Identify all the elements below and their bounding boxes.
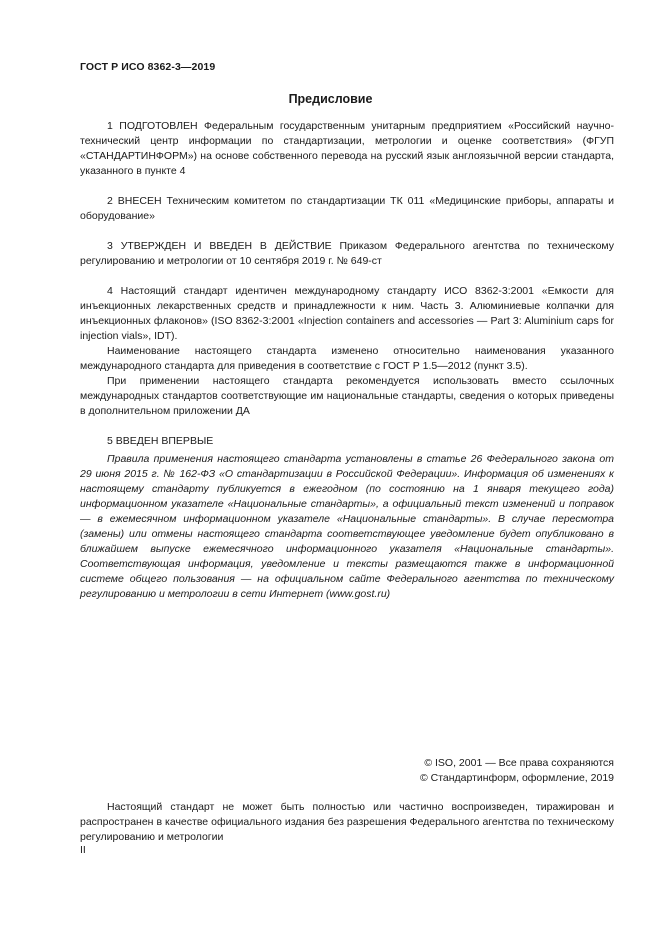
application-rules-notice: Правила применения настоящего стандарта установлены в статье 26 Федерального закона от 29 июня 2015 г. № 162-ФЗ «О стандартизации в Российской Федерации». Информация об изменениях к настоящему стандарту публикуется в ежегодном (по состоянию на 1 января текущего года) информационном указателе «Национальные стандарты», а официальный текст изменений и поправок — в ежемесячном информационном указателе «Национальные стандарты». В случае пересмотра (замены) или отмены настоящего стандарта соответствующее уведомление будет опубликовано в ближайшем выпуске ежемесячного информационного указателя «Национальные стандарты». Соответствующая информация, уведомление и тексты размещаются также в информационной системе общего пользования — на официальном сайте Федерального агентства по техническому регулированию и метрологии в сети Интернет (www.gost.ru) [80, 453, 614, 600]
copyright-iso: © ISO, 2001 — Все права сохраняются [424, 757, 614, 769]
section-3-approved: 3 УТВЕРЖДЕН И ВВЕДЕН В ДЕЙСТВИЕ Приказом Федерального агентства по техническому регулированию и метрологии от 10 сентября 2019 г. № 649-ст [80, 240, 614, 267]
document-id-header: ГОСТ Р ИСО 8362-3—2019 [80, 61, 216, 73]
section-1-prepared: 1 ПОДГОТОВЛЕН Федеральным государственным унитарным предприятием «Российский научно-технический центр информации по стандартизации, метрологии и оценке соответствия» (ФГУП «СТАНДАРТИНФОРМ») на основе собственного перевода на русский язык англоязычной версии стандарта, указанного в пункте 4 [80, 120, 614, 177]
section-4-identical: 4 Настоящий стандарт идентичен международному стандарту ИСО 8362-3:2001 «Емкости для инъекционных лекарственных средств и принадлежности к ним. Часть 3. Алюминиевые колпачки для инъекционных флаконов» (ISO 8362-3:2001 «Injection containers and accessories — Part 3: Aluminium caps for injection vials», IDT). [80, 285, 614, 342]
copyright-standartinform: © Стандартинформ, оформление, 2019 [419, 772, 614, 784]
foreword-body [80, 119, 614, 449]
section-2-submitted: 2 ВНЕСЕН Техническим комитетом по стандартизации ТК 011 «Медицинские приборы, аппараты и оборудование» [80, 195, 614, 222]
section-4-references: При применении настоящего стандарта рекомендуется использовать вместо ссылочных международных стандартов соответствующие им национальные стандарты, сведения о которых приведены в дополнительном приложении ДА [80, 375, 614, 417]
section-5-introduced: 5 ВВЕДЕН ВПЕРВЫЕ [107, 435, 214, 447]
copyright-block [420, 756, 614, 786]
page-number: II [80, 844, 86, 856]
reproduction-notice: Настоящий стандарт не может быть полностью или частично воспроизведен, тиражирован и распространен в качестве официального издания без разрешения Федерального агентства по техническому регулированию и метрологии [80, 801, 614, 843]
page-title: Предисловие [288, 92, 373, 106]
section-4-name-change: Наименование настоящего стандарта изменено относительно наименования указанного международного стандарта для приведения в соответствие с ГОСТ Р 1.5—2012 (пункт 3.5). [80, 345, 614, 372]
